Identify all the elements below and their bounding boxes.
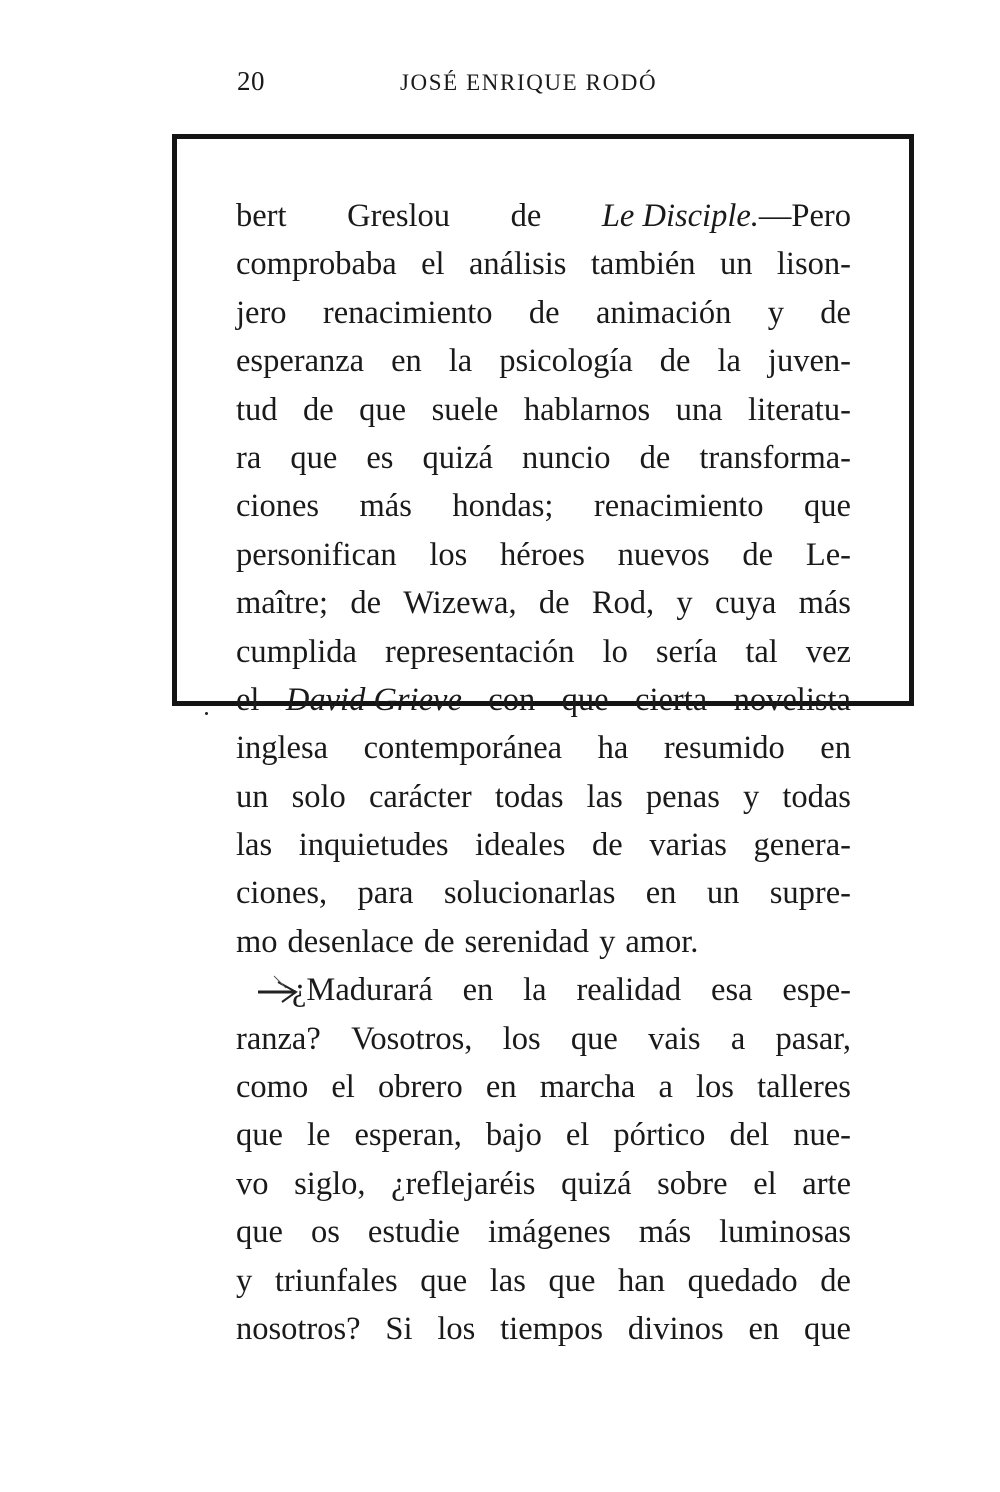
word: el <box>565 1117 590 1154</box>
print-speck <box>205 712 208 715</box>
word: tiempos <box>500 1310 604 1347</box>
word: la <box>717 343 741 380</box>
word: y <box>742 778 760 815</box>
word: tud <box>236 391 278 428</box>
word: espe- <box>782 972 851 1009</box>
word: cuya <box>714 585 777 622</box>
text-line <box>236 289 851 337</box>
word: y <box>767 294 784 331</box>
word: obrero <box>377 1069 463 1106</box>
word: más <box>638 1214 692 1251</box>
word: que <box>236 1214 283 1251</box>
word: solo <box>291 778 346 815</box>
word: héroes <box>500 536 585 573</box>
word: que <box>420 1262 468 1299</box>
word: las <box>236 827 273 864</box>
word: y <box>676 585 693 622</box>
word: ¿reflejaréis <box>391 1165 536 1202</box>
word: ha <box>597 730 629 767</box>
word: y <box>236 1262 253 1299</box>
word: esperan, <box>354 1117 462 1154</box>
word: cierta <box>635 681 708 718</box>
word: de <box>820 294 851 331</box>
word: que <box>570 1020 618 1057</box>
word: Vosotros, <box>351 1020 473 1057</box>
word: Le Disciple.—Pero <box>601 198 851 234</box>
word: de <box>592 827 623 864</box>
word: de <box>303 391 334 428</box>
word: de <box>423 923 455 960</box>
word: psicología <box>499 343 633 380</box>
word: de <box>350 585 382 622</box>
word: resumido <box>663 730 785 767</box>
word: como <box>236 1069 309 1106</box>
word: mo <box>236 923 278 960</box>
word: sería <box>655 633 718 670</box>
word: para <box>357 875 414 912</box>
text-line <box>236 240 851 288</box>
word: literatu- <box>748 391 851 428</box>
word: personifican <box>236 536 397 573</box>
word: de <box>639 439 671 476</box>
word: de <box>510 198 542 234</box>
page-number: 20 <box>237 66 265 96</box>
word: penas <box>645 778 720 815</box>
word: solucionarlas <box>443 875 616 912</box>
word: de <box>742 536 774 573</box>
word: los <box>696 1069 734 1106</box>
text-line <box>236 821 851 869</box>
word: la <box>448 343 473 380</box>
word: inglesa <box>236 730 329 767</box>
word: una <box>675 391 723 428</box>
word: genera- <box>753 827 851 864</box>
word: pórtico <box>613 1117 706 1154</box>
body-text <box>236 192 851 1353</box>
word: más <box>798 585 851 622</box>
word: representación <box>385 633 575 670</box>
word: han <box>618 1262 665 1299</box>
text-line <box>236 918 851 966</box>
word: renacimiento <box>322 294 493 331</box>
word: le <box>306 1117 331 1154</box>
word: estudie <box>367 1214 460 1251</box>
word: un <box>706 875 740 912</box>
word: Greslou <box>347 198 451 234</box>
word: que <box>804 1310 851 1347</box>
word: de <box>538 585 570 622</box>
word: también <box>590 246 696 283</box>
text-line <box>236 434 851 482</box>
text-line <box>236 869 851 917</box>
word: renacimiento <box>593 488 764 525</box>
word: a <box>730 1020 746 1057</box>
word: más <box>359 488 412 525</box>
word: nue- <box>793 1117 851 1154</box>
word: nuncio <box>522 439 611 476</box>
text-line <box>236 531 851 579</box>
word: todas <box>782 778 851 815</box>
word: talleres <box>757 1069 851 1106</box>
word: que <box>236 1117 283 1154</box>
word: juven- <box>767 343 851 380</box>
word: carácter <box>368 778 472 815</box>
word: del <box>729 1117 770 1154</box>
word: ciones <box>236 488 320 525</box>
word: Wizewa, <box>403 585 517 622</box>
word: el <box>753 1165 777 1202</box>
word: Si <box>385 1310 413 1347</box>
word: el <box>421 246 445 283</box>
text-line <box>236 1160 851 1208</box>
word: a <box>658 1069 673 1106</box>
word: que <box>290 439 338 476</box>
word: inquietudes <box>298 827 449 864</box>
word: en <box>820 730 851 767</box>
word: de <box>820 1262 851 1299</box>
word: en <box>391 343 422 380</box>
word: realidad <box>576 972 682 1009</box>
text-line <box>236 337 851 385</box>
word: David Grieve <box>285 681 462 718</box>
text-line <box>236 192 851 240</box>
word: esperanza <box>236 343 365 380</box>
word: cumplida <box>236 633 357 670</box>
word: nosotros? <box>236 1310 361 1347</box>
word: Rod, <box>591 585 655 622</box>
word: en <box>462 972 494 1009</box>
word: ra <box>236 439 262 476</box>
word: suele <box>431 391 499 428</box>
word: luminosas <box>719 1214 851 1251</box>
word: en <box>485 1069 517 1106</box>
word: hondas; <box>452 488 554 525</box>
word: imágenes <box>488 1214 611 1251</box>
text-line <box>236 1063 851 1111</box>
word: pasar, <box>775 1020 851 1057</box>
word: ¿Madurará <box>292 972 433 1009</box>
text-line <box>236 1208 851 1256</box>
word: serenidad <box>464 923 590 960</box>
word: bert <box>236 198 287 234</box>
word: supre- <box>769 875 851 912</box>
word: amor. <box>625 923 699 960</box>
text-line <box>236 724 851 772</box>
word: transforma- <box>699 439 851 476</box>
text-line <box>236 482 851 530</box>
word: que <box>561 681 609 718</box>
word: ideales <box>475 827 566 864</box>
word: vez <box>805 633 851 670</box>
word: lo <box>602 633 628 670</box>
word: quizá <box>422 439 493 476</box>
word: el <box>331 1069 355 1106</box>
word: el <box>236 681 260 718</box>
text-line <box>236 966 851 1014</box>
word: marcha <box>539 1069 636 1106</box>
word: los <box>437 1310 476 1347</box>
word: siglo, <box>294 1165 366 1202</box>
word: que <box>359 391 407 428</box>
text-line <box>236 1111 851 1159</box>
word: lison- <box>776 246 851 283</box>
word: sobre <box>657 1165 728 1202</box>
word: bajo <box>485 1117 542 1154</box>
word: quizá <box>561 1165 632 1202</box>
word: arte <box>802 1165 851 1202</box>
word: Le- <box>805 536 851 573</box>
text-line <box>236 1257 851 1305</box>
word: novelista <box>733 681 851 718</box>
text-line <box>236 773 851 821</box>
word: esa <box>711 972 753 1009</box>
word: las <box>489 1262 526 1299</box>
word: nuevos <box>617 536 710 573</box>
word: un <box>236 778 269 815</box>
text-line <box>236 579 851 627</box>
word: hablarnos <box>523 391 651 428</box>
word: de <box>659 343 691 380</box>
word: un <box>719 246 753 283</box>
word: os <box>310 1214 340 1251</box>
word: divinos <box>627 1310 724 1347</box>
word: tal <box>745 633 778 670</box>
word: en <box>645 875 677 912</box>
running-head: JOSÉ ENRIQUE RODÓ <box>400 70 658 95</box>
word: ranza? <box>236 1020 321 1057</box>
word: todas <box>494 778 564 815</box>
word: ciones, <box>236 875 328 912</box>
word: la <box>523 972 547 1009</box>
word: vo <box>236 1165 269 1202</box>
text-line <box>236 628 851 676</box>
word: comprobaba <box>236 246 397 283</box>
word: es <box>366 439 394 476</box>
word: análisis <box>468 246 567 283</box>
word: animación <box>595 294 732 331</box>
word: triunfales <box>274 1262 398 1299</box>
word: los <box>429 536 468 573</box>
word: de <box>528 294 560 331</box>
word: en <box>748 1310 780 1347</box>
word: contemporánea <box>363 730 563 767</box>
word: maître; <box>236 585 329 622</box>
word: que <box>548 1262 596 1299</box>
word: jero <box>236 294 287 331</box>
text-line <box>236 676 851 724</box>
word: desenlace <box>287 923 414 960</box>
text-line <box>236 386 851 434</box>
text-line <box>236 1015 851 1063</box>
text-line <box>236 1305 851 1353</box>
word: que <box>804 488 851 525</box>
word: quedado <box>687 1262 798 1299</box>
word: las <box>586 778 623 815</box>
word: y <box>599 923 616 960</box>
word: vais <box>648 1020 701 1057</box>
word: los <box>502 1020 541 1057</box>
word: varias <box>649 827 727 864</box>
word: con <box>488 681 536 718</box>
